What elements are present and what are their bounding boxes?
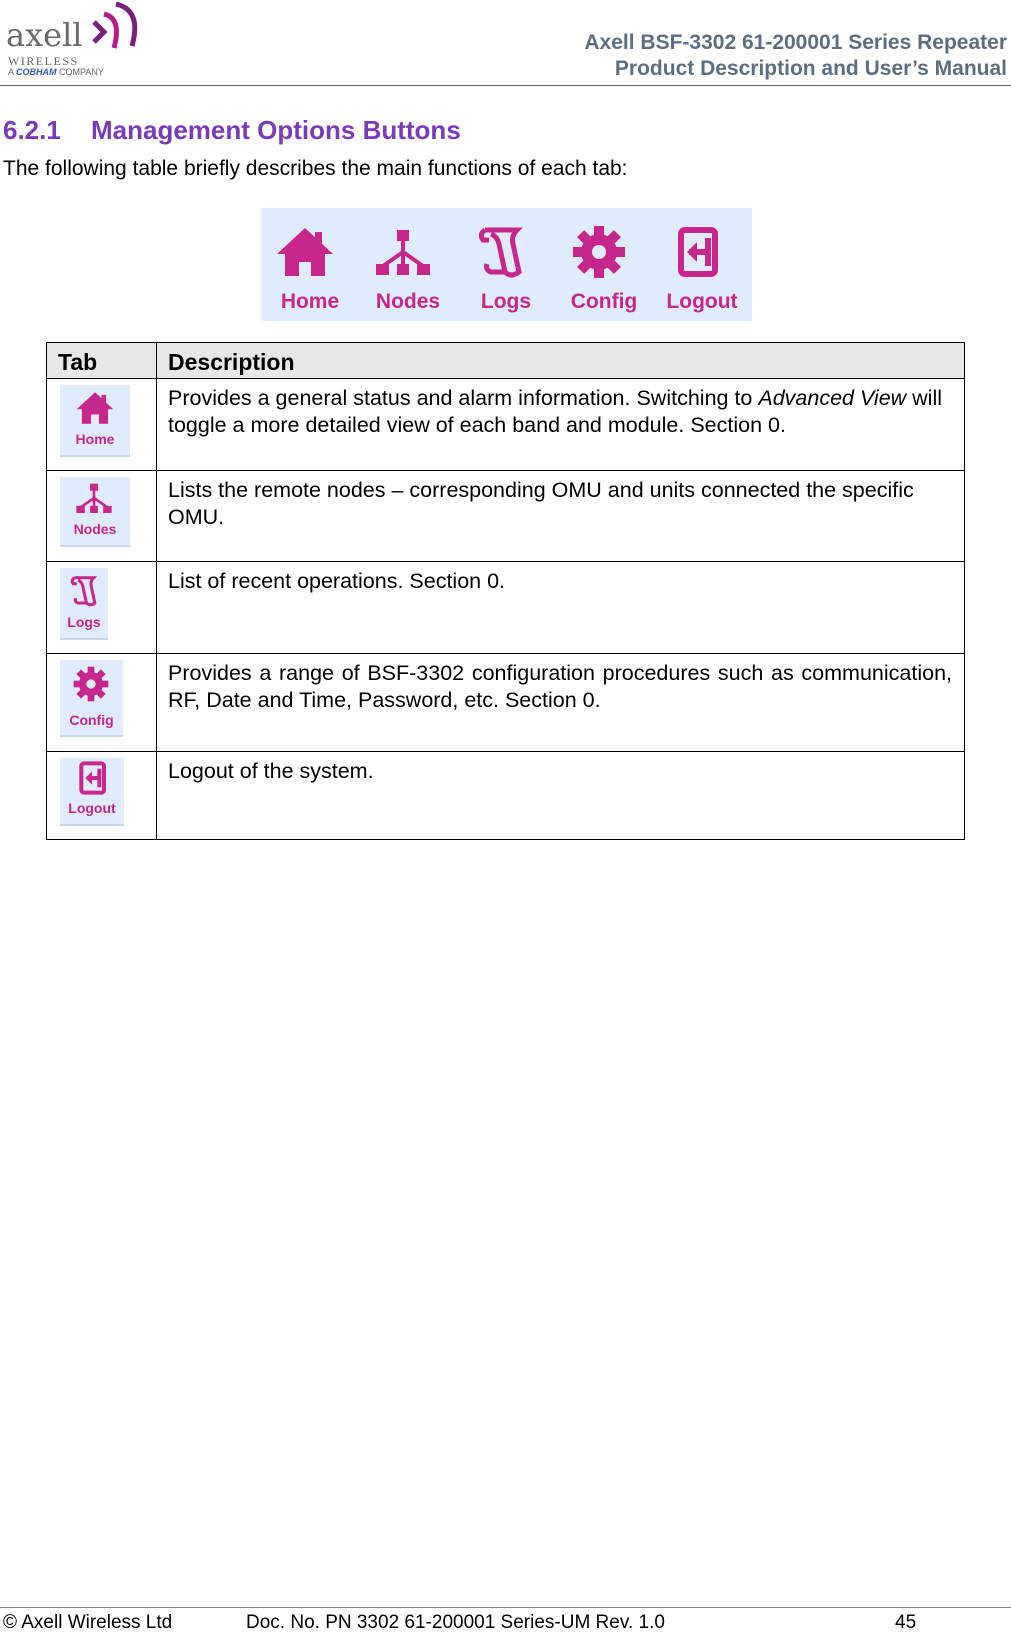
description-cell: Provides a range of BSF-3302 configuration procedures such as communication, RF, Date and Time, Password, etc. Section 0. <box>157 654 965 752</box>
tab-cell <box>47 654 157 752</box>
column-header-tab: Tab <box>47 343 157 379</box>
logo-wireless: WIRELESS <box>8 54 79 68</box>
table-row <box>47 752 965 840</box>
scroll-icon <box>471 226 531 278</box>
intro-paragraph: The following table briefly describes the main functions of each tab: <box>3 157 628 180</box>
tab-cell <box>47 471 157 562</box>
footer-document-number: Doc. No. PN 3302 61-200001 Series-UM Rev. 1.0 <box>246 1612 665 1633</box>
footer-divider <box>0 1607 1011 1608</box>
table-row <box>47 471 965 562</box>
logo-company: A COBHAM COMPANY <box>8 67 104 77</box>
gear-icon <box>569 226 629 278</box>
logo-brand: axell <box>6 16 83 54</box>
document-title-line1: Axell BSF-3302 61-200001 Series Repeater <box>584 31 1007 54</box>
scroll-icon <box>66 572 102 610</box>
management-toolbar-image <box>261 208 752 321</box>
header-divider <box>0 85 1011 86</box>
home-icon <box>275 226 335 278</box>
document-title-line2: Product Description and User’s Manual <box>614 57 1007 80</box>
footer-copyright: © Axell Wireless Ltd <box>3 1612 173 1633</box>
description-cell: Logout of the system. <box>157 752 965 840</box>
footer-page-number: 45 <box>895 1612 917 1633</box>
description-cell: Provides a general status and alarm information. Switching to Advanced View will toggle a more detailed view of each band and module. Section 0. <box>157 379 965 471</box>
toolbar-nodes-button[interactable]: Nodes <box>359 208 457 321</box>
tab-cell <box>47 562 157 654</box>
toolbar-logout-button[interactable]: Logout <box>653 208 751 321</box>
column-header-description: Description <box>157 343 965 379</box>
table-header-row <box>47 343 965 379</box>
axell-wireless-logo <box>6 0 146 82</box>
home-icon <box>75 391 115 425</box>
table-row <box>47 379 965 471</box>
section-number: 6.2.1 <box>3 115 61 145</box>
nodes-icon <box>373 226 433 278</box>
document-title <box>584 30 1007 82</box>
toolbar-logs-button[interactable]: Logs <box>457 208 555 321</box>
toolbar-config-button[interactable]: Config <box>555 208 653 321</box>
nodes-button[interactable]: Nodes <box>60 477 130 547</box>
description-cell: Lists the remote nodes – corresponding OMU and units connected the specific OMU. <box>157 471 965 562</box>
logout-icon <box>72 760 112 796</box>
tab-cell <box>47 379 157 471</box>
table-row <box>47 562 965 654</box>
logo-mark-icon <box>90 0 146 54</box>
tab-cell <box>47 752 157 840</box>
home-button[interactable]: Home <box>60 385 130 457</box>
logout-icon <box>667 226 727 278</box>
section-title: Management Options Buttons <box>91 115 461 145</box>
logout-button[interactable]: Logout <box>60 758 124 826</box>
table-row <box>47 654 965 752</box>
config-button[interactable]: Config <box>60 660 123 737</box>
logs-button[interactable]: Logs <box>60 568 108 640</box>
tab-description-table <box>46 342 965 840</box>
section-heading <box>3 115 461 146</box>
toolbar-home-button[interactable]: Home <box>261 208 359 321</box>
gear-icon <box>71 666 111 702</box>
description-cell: List of recent operations. Section 0. <box>157 562 965 654</box>
nodes-icon <box>73 481 115 515</box>
